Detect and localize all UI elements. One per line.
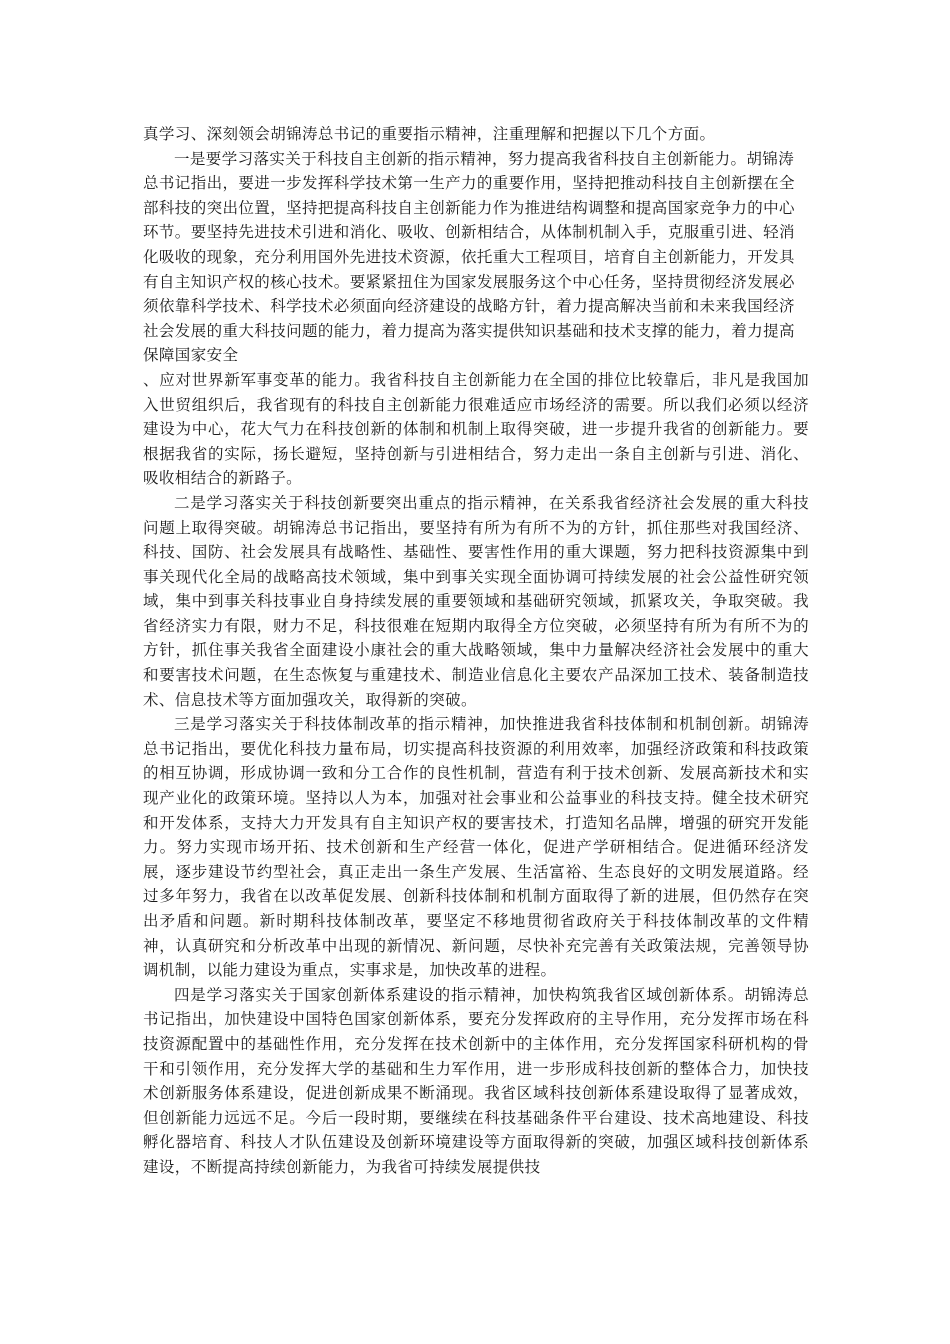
document-body: [143, 122, 809, 1180]
paragraph-three: 三是学习落实关于科技体制改革的指示精神，加快推进我省科技体制和机制创新。胡锦涛总书记指出，要优化科技力量布局，切实提高科技资源的利用效率，加强经济政策和科技政策的相互协调，形成协调一致和分工合作的良性机制，营造有利于技术创新、发展高新技术和实现产业化的政策环境。坚持以人为本，加强对社会事业和公益事业的科技支持。健全技术研究和开发体系，支持大力开发具有自主知识产权的要害技术，打造知名品牌，增强的研究开发能力。努力实现市场开拓、技术创新和生产经营一体化，促进产学研相结合。促进循环经济发展，逐步建设节约型社会，真正走出一条生产发展、生活富裕、生态良好的文明发展道路。经过多年努力，我省在以改革促发展、创新科技体制和机制方面取得了新的进展，但仍然存在突出矛盾和问题。新时期科技体制改革，要坚定不移地贯彻省政府关于科技体制改革的文件精神，认真研究和分析改革中出现的新情况、新问题，尽快补充完善有关政策法规，完善领导协调机制，以能力建设为重点，实事求是，加快改革的进程。: [143, 715, 809, 980]
paragraph-one: 一是要学习落实关于科技自主创新的指示精神，努力提高我省科技自主创新能力。胡锦涛总书记指出，要进一步发挥科学技术第一生产力的重要作用，坚持把推动科技自主创新摆在全部科技的突出位置，坚持把提高科技自主创新能力作为推进结构调整和提高国家竞争力的中心环节。要坚持先进技术引进和消化、吸收、创新相结合，从体制机制入手，克服重引进、轻消化吸收的现象，充分利用国外先进技术资源，依托重大工程项目，培育自主创新能力，开发具有自主知识产权的核心技术。要紧紧扭住为国家发展服务这个中心任务，坚持贯彻经济发展必须依靠科学技术、科学技术必须面向经济建设的战略方针，着力提高解决当前和未来我国经济社会发展的重大科技问题的能力，着力提高为落实提供知识基础和技术支撑的能力，着力提高保障国家安全: [143, 149, 795, 365]
paragraph-two: 二是学习落实关于科技创新要突出重点的指示精神，在关系我省经济社会发展的重大科技问题上取得突破。胡锦涛总书记指出，要坚持有所为有所不为的方针，抓住那些对我国经济、科技、国防、社会发展具有战略性、基础性、要害性作用的重大课题，努力把科技资源集中到事关现代化全局的战略高技术领域，集中到事关实现全面协调可持续发展的社会公益性研究领域，集中到事关科技事业自身持续发展的重要领域和基础研究领域，抓紧攻关，争取突破。我省经济实力有限，财力不足，科技很难在短期内取得全方位突破，必须坚持有所为有所不为的方针，抓住事关我省全面建设小康社会的重大战略领域，集中力量解决经济社会发展中的重大和要害技术问题，在生态恢复与重建技术、制造业信息化主要农产品深加工技术、装备制造技术、信息技术等方面加强攻关，取得新的突破。: [143, 493, 809, 709]
paragraph-one-continued: 、应对世界新军事变革的能力。我省科技自主创新能力在全国的排位比较靠后，非凡是我国加入世贸组织后，我省现有的科技自主创新能力很难适应市场经济的需要。所以我们必须以经济建设为中心，花大气力在科技创新的体制和机制上取得突破，进一步提升我省的创新能力。要根据我省的实际，扬长避短，坚持创新与引进相结合，努力走出一条自主创新与引进、消化、吸收相结合的新路子。: [143, 370, 809, 488]
paragraph-continued-intro: 真学习、深刻领会胡锦涛总书记的重要指示精神，注重理解和把握以下几个方面。: [143, 125, 716, 143]
paragraph-four: 四是学习落实关于国家创新体系建设的指示精神，加快构筑我省区域创新体系。胡锦涛总书记指出，加快建设中国特色国家创新体系，要充分发挥政府的主导作用，充分发挥市场在科技资源配置中的基础性作用，充分发挥在技术创新中的主体作用，充分发挥国家科研机构的骨干和引领作用，充分发挥大学的基础和生力军作用，进一步形成科技创新的整体合力，加快技术创新服务体系建设，促进创新成果不断涌现。我省区域科技创新体系建设取得了显著成效，但创新能力远远不足。今后一段时期，要继续在科技基础条件平台建设、技术高地建设、科技孵化器培育、科技人才队伍建设及创新环境建设等方面取得新的突破，加强区域科技创新体系建设，不断提高持续创新能力，为我省可持续发展提供技: [143, 985, 809, 1176]
